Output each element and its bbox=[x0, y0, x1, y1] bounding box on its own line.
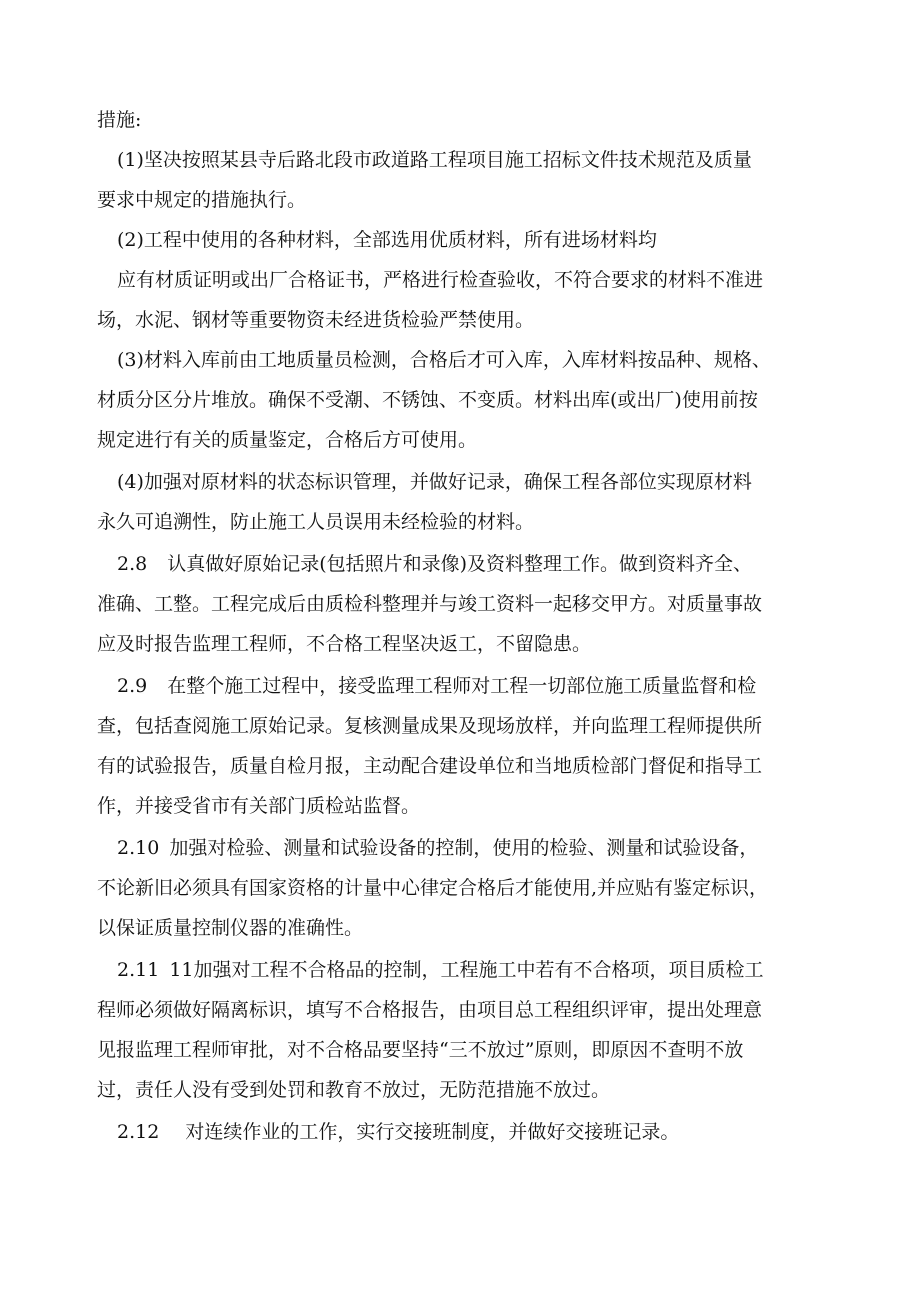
section-2-11-line-1 bbox=[117, 958, 764, 982]
item-4-line-2: 永久可追溯性，防止施工人员误用未经检验的材料。 bbox=[97, 511, 535, 533]
section-text: 认真做好原始记录(包括照片和录像)及资料整理工作。做到资料齐全、 bbox=[167, 553, 753, 575]
section-2-10-line-1 bbox=[117, 836, 758, 860]
section-2-9-line-3: 有的试验报告，质量自检月报，主动配合建设单位和当地质检部门督促和指导工 bbox=[97, 755, 763, 777]
item-3-line-3: 规定进行有关的质量鉴定，合格后方可使用。 bbox=[97, 429, 478, 451]
section-2-8-line-1 bbox=[117, 552, 752, 576]
section-2-12-line-1 bbox=[117, 1120, 679, 1144]
section-number: 2.9 bbox=[117, 675, 148, 697]
item-1-line-2: 要求中规定的措施执行。 bbox=[97, 189, 307, 211]
section-text: 11加强对工程不合格品的控制，工程施工中若有不合格项，项目质检工 bbox=[169, 959, 764, 981]
section-number: 2.11 bbox=[117, 959, 160, 981]
section-2-10-line-2: 不论新旧必须具有国家资格的计量中心律定合格后才能使用,并应贴有鉴定标识， bbox=[97, 877, 769, 899]
section-2-10-line-3: 以保证质量控制仪器的准确性。 bbox=[97, 917, 364, 939]
section-text: 对连续作业的工作，实行交接班制度，并做好交接班记录。 bbox=[185, 1121, 680, 1143]
section-text: 加强对检验、测量和试验设备的控制，使用的检验、测量和试验设备， bbox=[169, 837, 759, 859]
section-2-11-line-3: 见报监理工程师审批，对不合格品要坚持“三不放过”原则，即原因不查明不放 bbox=[97, 1039, 744, 1061]
section-2-11-line-2: 程师必须做好隔离标识，填写不合格报告，由项目总工程组织评审，提出处理意 bbox=[97, 999, 763, 1021]
item-1-line-1: (1)坚决按照某县寺后路北段市政道路工程项目施工招标文件技术规范及质量 bbox=[117, 149, 752, 171]
item-2-line-3: 场，水泥、钢材等重要物资未经进货检验严禁使用。 bbox=[97, 309, 535, 331]
section-number: 2.8 bbox=[117, 553, 148, 575]
section-number: 2.10 bbox=[117, 837, 160, 859]
section-2-8-line-2: 准确、工整。工程完成后由质检科整理并与竣工资料一起移交甲方。对质量事故 bbox=[97, 593, 763, 615]
section-2-9-line-4: 作，并接受省市有关部门质检站监督。 bbox=[97, 795, 421, 817]
section-text: 在整个施工过程中，接受监理工程师对工程一切部位施工质量监督和检 bbox=[167, 675, 757, 697]
section-2-9-line-1 bbox=[117, 674, 756, 698]
section-2-9-line-2: 查，包括查阅施工原始记录。复核测量成果及现场放样，并向监理工程师提供所 bbox=[97, 715, 763, 737]
item-2-line-2: 应有材质证明或出厂合格证书，严格进行检查验收，不符合要求的材料不准进 bbox=[117, 269, 764, 291]
section-number: 2.12 bbox=[117, 1121, 160, 1143]
item-4-line-1: (4)加强对原材料的状态标识管理，并做好记录，确保工程各部位实现原材料 bbox=[117, 471, 752, 493]
heading: 措施: bbox=[97, 109, 142, 131]
section-2-11-line-4: 过，责任人没有受到处罚和教育不放过，无防范措施不放过。 bbox=[97, 1079, 611, 1101]
section-2-8-line-3: 应及时报告监理工程师，不合格工程坚决返工，不留隐患。 bbox=[97, 633, 592, 655]
item-2-line-1: (2)工程中使用的各种材料，全部选用优质材料，所有进场材料均 bbox=[117, 229, 657, 251]
item-3-line-2: 材质分区分片堆放。确保不受潮、不锈蚀、不变质。材料出库(或出厂)使用前按 bbox=[97, 389, 758, 411]
item-3-line-1: (3)材料入库前由工地质量员检测，合格后才可入库，入库材料按品种、规格、 bbox=[117, 349, 771, 371]
